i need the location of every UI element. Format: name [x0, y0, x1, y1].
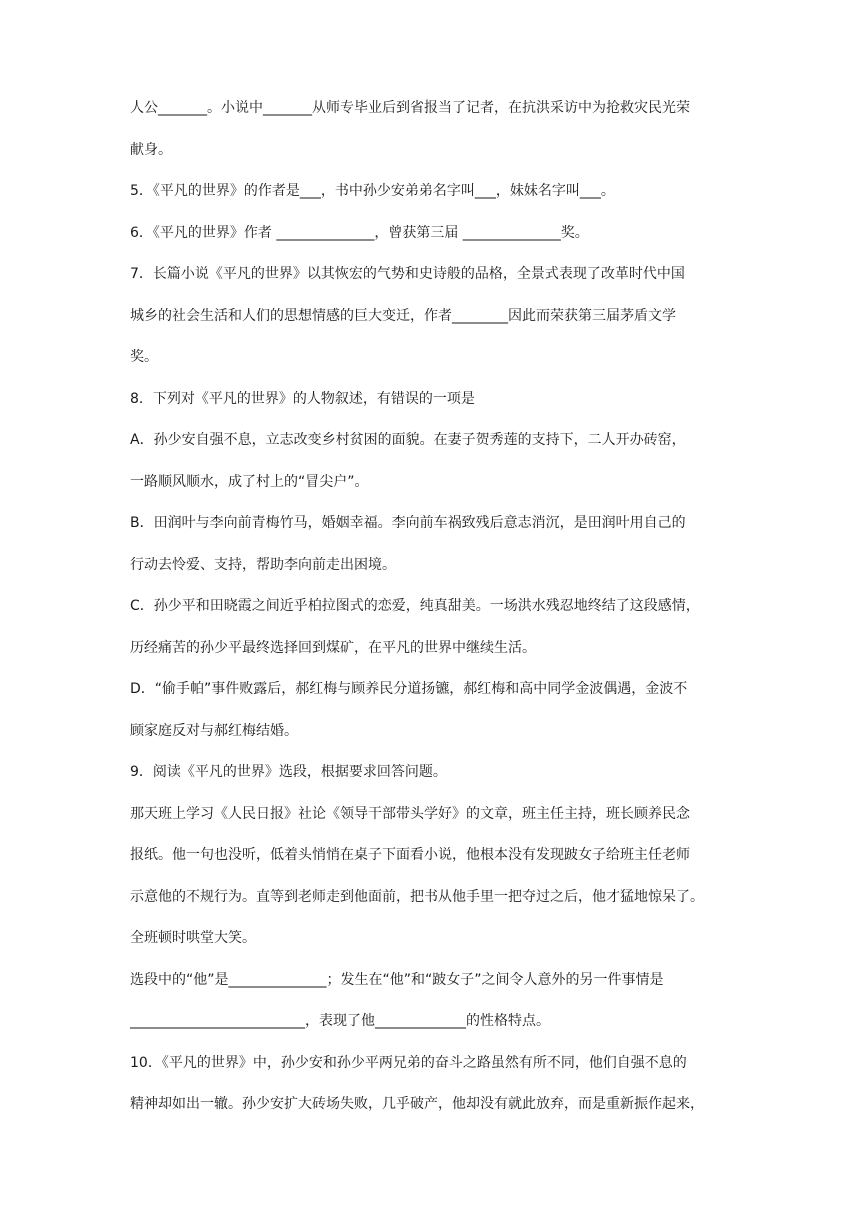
option-c: C．孙少平和田晓霞之间近乎柏拉图式的恋爱，纯真甜美。一场洪水残忍地终结了这段感情，: [130, 598, 700, 614]
text-line: _________________________，表现了他_____________的性格特点。: [130, 1013, 550, 1029]
text-line: 奖。: [130, 349, 158, 365]
text-line: 顾家庭反对与郝红梅结婚。: [130, 722, 298, 739]
passage-line: 报纸。他一句也没听，低着头悄悄在桌子下面看小说，他根本没有发现跛女子给班主任老师: [130, 847, 690, 863]
passage-line: 那天班上学习《人民日报》社论《领导干部带头学好》的文章，班主任主持，班长顾养民念: [130, 805, 690, 822]
text-line: 行动去怜爱、支持，帮助李向前走出困境。: [130, 556, 396, 573]
question-6: 6．《平凡的世界》作者 ______________，曾获第三届 ______________奖。: [130, 224, 589, 241]
option-b: B．田润叶与李向前青梅竹马，婚姻幸福。李向前车祸致残后意志消沉，是田润叶用自己的: [130, 515, 686, 531]
question-10: 10．《平凡的世界》中，孙少安和孙少平两兄弟的奋斗之路虽然有所不同，他们自强不息的: [130, 1054, 687, 1071]
question-9: 9．阅读《平凡的世界》选段，根据要求回答问题。: [130, 764, 447, 780]
question-7: 7．长篇小说《平凡的世界》以其恢宏的气势和史诗般的品格，全景式表现了改革时代中国: [130, 266, 685, 282]
text-line: 一路顺风顺水，成了村上的“冒尖户”。: [130, 473, 369, 490]
text-line: 城乡的社会生活和人们的思想情感的巨大变迁，作者________因此而荣获第三届茅盾文学: [130, 307, 676, 324]
passage-line: 示意他的不规行为。直等到老师走到他面前，把书从他手里一把夺过之后，他才猛地惊呆了。: [130, 888, 704, 905]
text-line: 历经痛苦的孙少平最终选择回到煤矿，在平凡的世界中继续生活。: [130, 639, 536, 656]
question-5: 5．《平凡的世界》的作者是___，书中孙少安弟弟名字叫___，妹妹名字叫___。: [130, 183, 615, 199]
question-9-prompt: 选段中的“他”是______________；发生在“他”和“跛女子”之间令人意外的另一件事情是: [130, 971, 664, 988]
text-line: 人公_______。小说中_______从师专毕业后到省报当了记者，在抗洪采访中为抢救灾民光荣: [130, 100, 690, 116]
passage-line: 全班顿时哄堂大笑。: [130, 930, 256, 946]
question-8: 8．下列对《平凡的世界》的人物叙述，有错误的一项是: [130, 390, 475, 407]
option-d: D．“偷手帕”事件败露后，郝红梅与顾养民分道扬镳，郝红梅和高中同学金波偶遇，金波不: [130, 681, 688, 697]
option-a: A．孙少安自强不息，立志改变乡村贫困的面貌。在妻子贺秀莲的支持下，二人开办砖窑，: [130, 432, 686, 448]
text-line: 献身。: [130, 141, 172, 158]
text-line: 精神却如出一辙。孙少安扩大砖场失败，几乎破产，他却没有就此放弃，而是重新振作起来，: [130, 1096, 704, 1112]
